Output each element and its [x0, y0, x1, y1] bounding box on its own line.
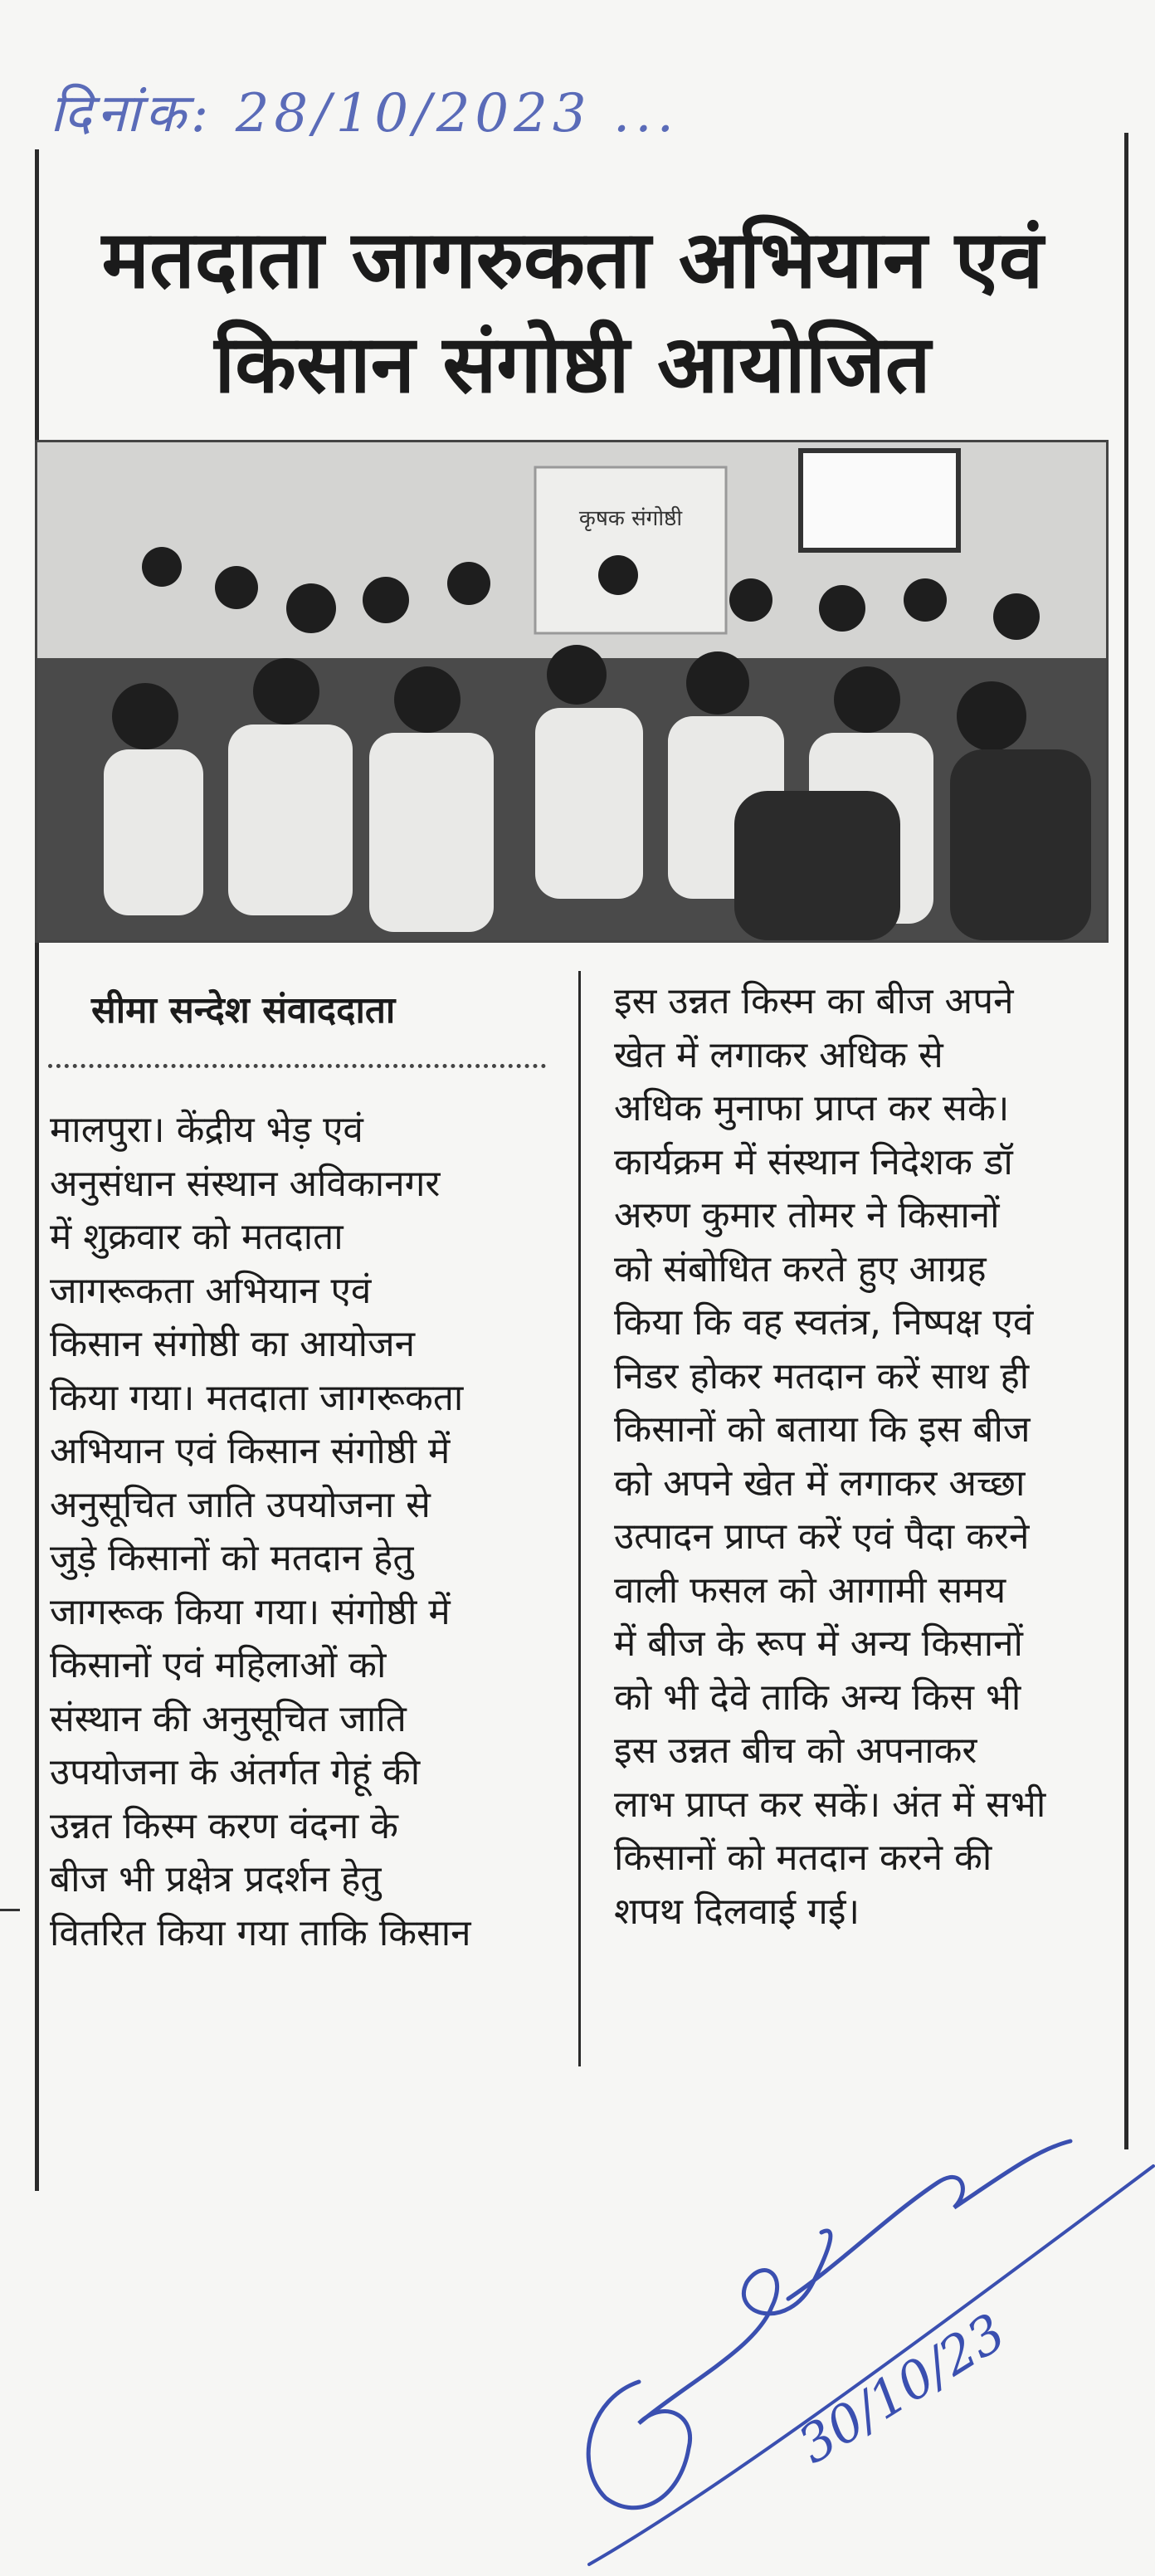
column-divider: [578, 971, 581, 2066]
margin-mark: [0, 1909, 20, 1911]
projector-screen: [801, 451, 958, 550]
article-column-left: मालपुरा। केंद्रीय भेड़ एवं अनुसंधान संस्थान अविकानगर में शुक्रवार को मतदाता जागरूकता अभियान एवं किसान संगोष्ठी का आयोजन किया गया। मतदाता जागरूकता अभियान एवं किसान संगोष्ठी में अनुसूचित जाति उपयोजना से जुड़े किसानों को मतदान हेतु जागरूक किया गया। संगोष्ठी में किसानों एवं महिलाओं को संस्थान की अनुसूचित जाति उपयोजना के अंतर्गत गेहूं की उन्नत किस्म करण वंदना के बीज भी प्रक्षेत्र प्रदर्शन हेतु वितरित किया गया ताकि किसान: [50, 1109, 471, 1954]
headline: [33, 207, 1112, 417]
headline-line-1: मतदाता जागरुकता अभियान एवं: [101, 213, 1044, 306]
news-photo: [35, 440, 1109, 943]
byline-divider: [48, 1064, 546, 1068]
handwritten-date: दिनांक: 28/10/2023 ...: [50, 83, 679, 144]
headline-line-2: किसान संगोष्ठी आयोजित: [214, 318, 931, 411]
right-border-rule: [1124, 133, 1128, 2149]
byline: सीमा सन्देश संवाददाता: [91, 989, 396, 1032]
seminar-photo-illustration: [37, 442, 1106, 940]
banner-text: कृषक संगोष्ठी: [578, 506, 683, 531]
banner-board: [535, 467, 726, 633]
handwritten-signature: [539, 2033, 1155, 2576]
signature-date: 30/10/23: [787, 2301, 1016, 2476]
article-column-right: इस उन्नत किस्म का बीज अपने खेत में लगाकर अधिक से अधिक मुनाफा प्राप्त कर सके। कार्यक्रम में संस्थान निदेशक डॉ अरुण कुमार तोमर ने किसानों को संबोधित करते हुए आग्रह किया कि वह स्वतंत्र, निष्पक्ष एवं निडर होकर मतदान करें साथ ही किसानों को बताया कि इस बीज को अपने खेत में लगाकर अच्छा उत्पादन प्राप्त करें एवं पैदा करने वाली फसल को आगामी समय में बीज के रूप में अन्य किसानों को भी देवे ताकि अन्य किस भी इस उन्नत बीच को अपनाकर लाभ प्राप्त कर सकें। अंत में सभी किसानों को मतदान करने की शपथ दिलवाई गई।: [614, 980, 1046, 1933]
